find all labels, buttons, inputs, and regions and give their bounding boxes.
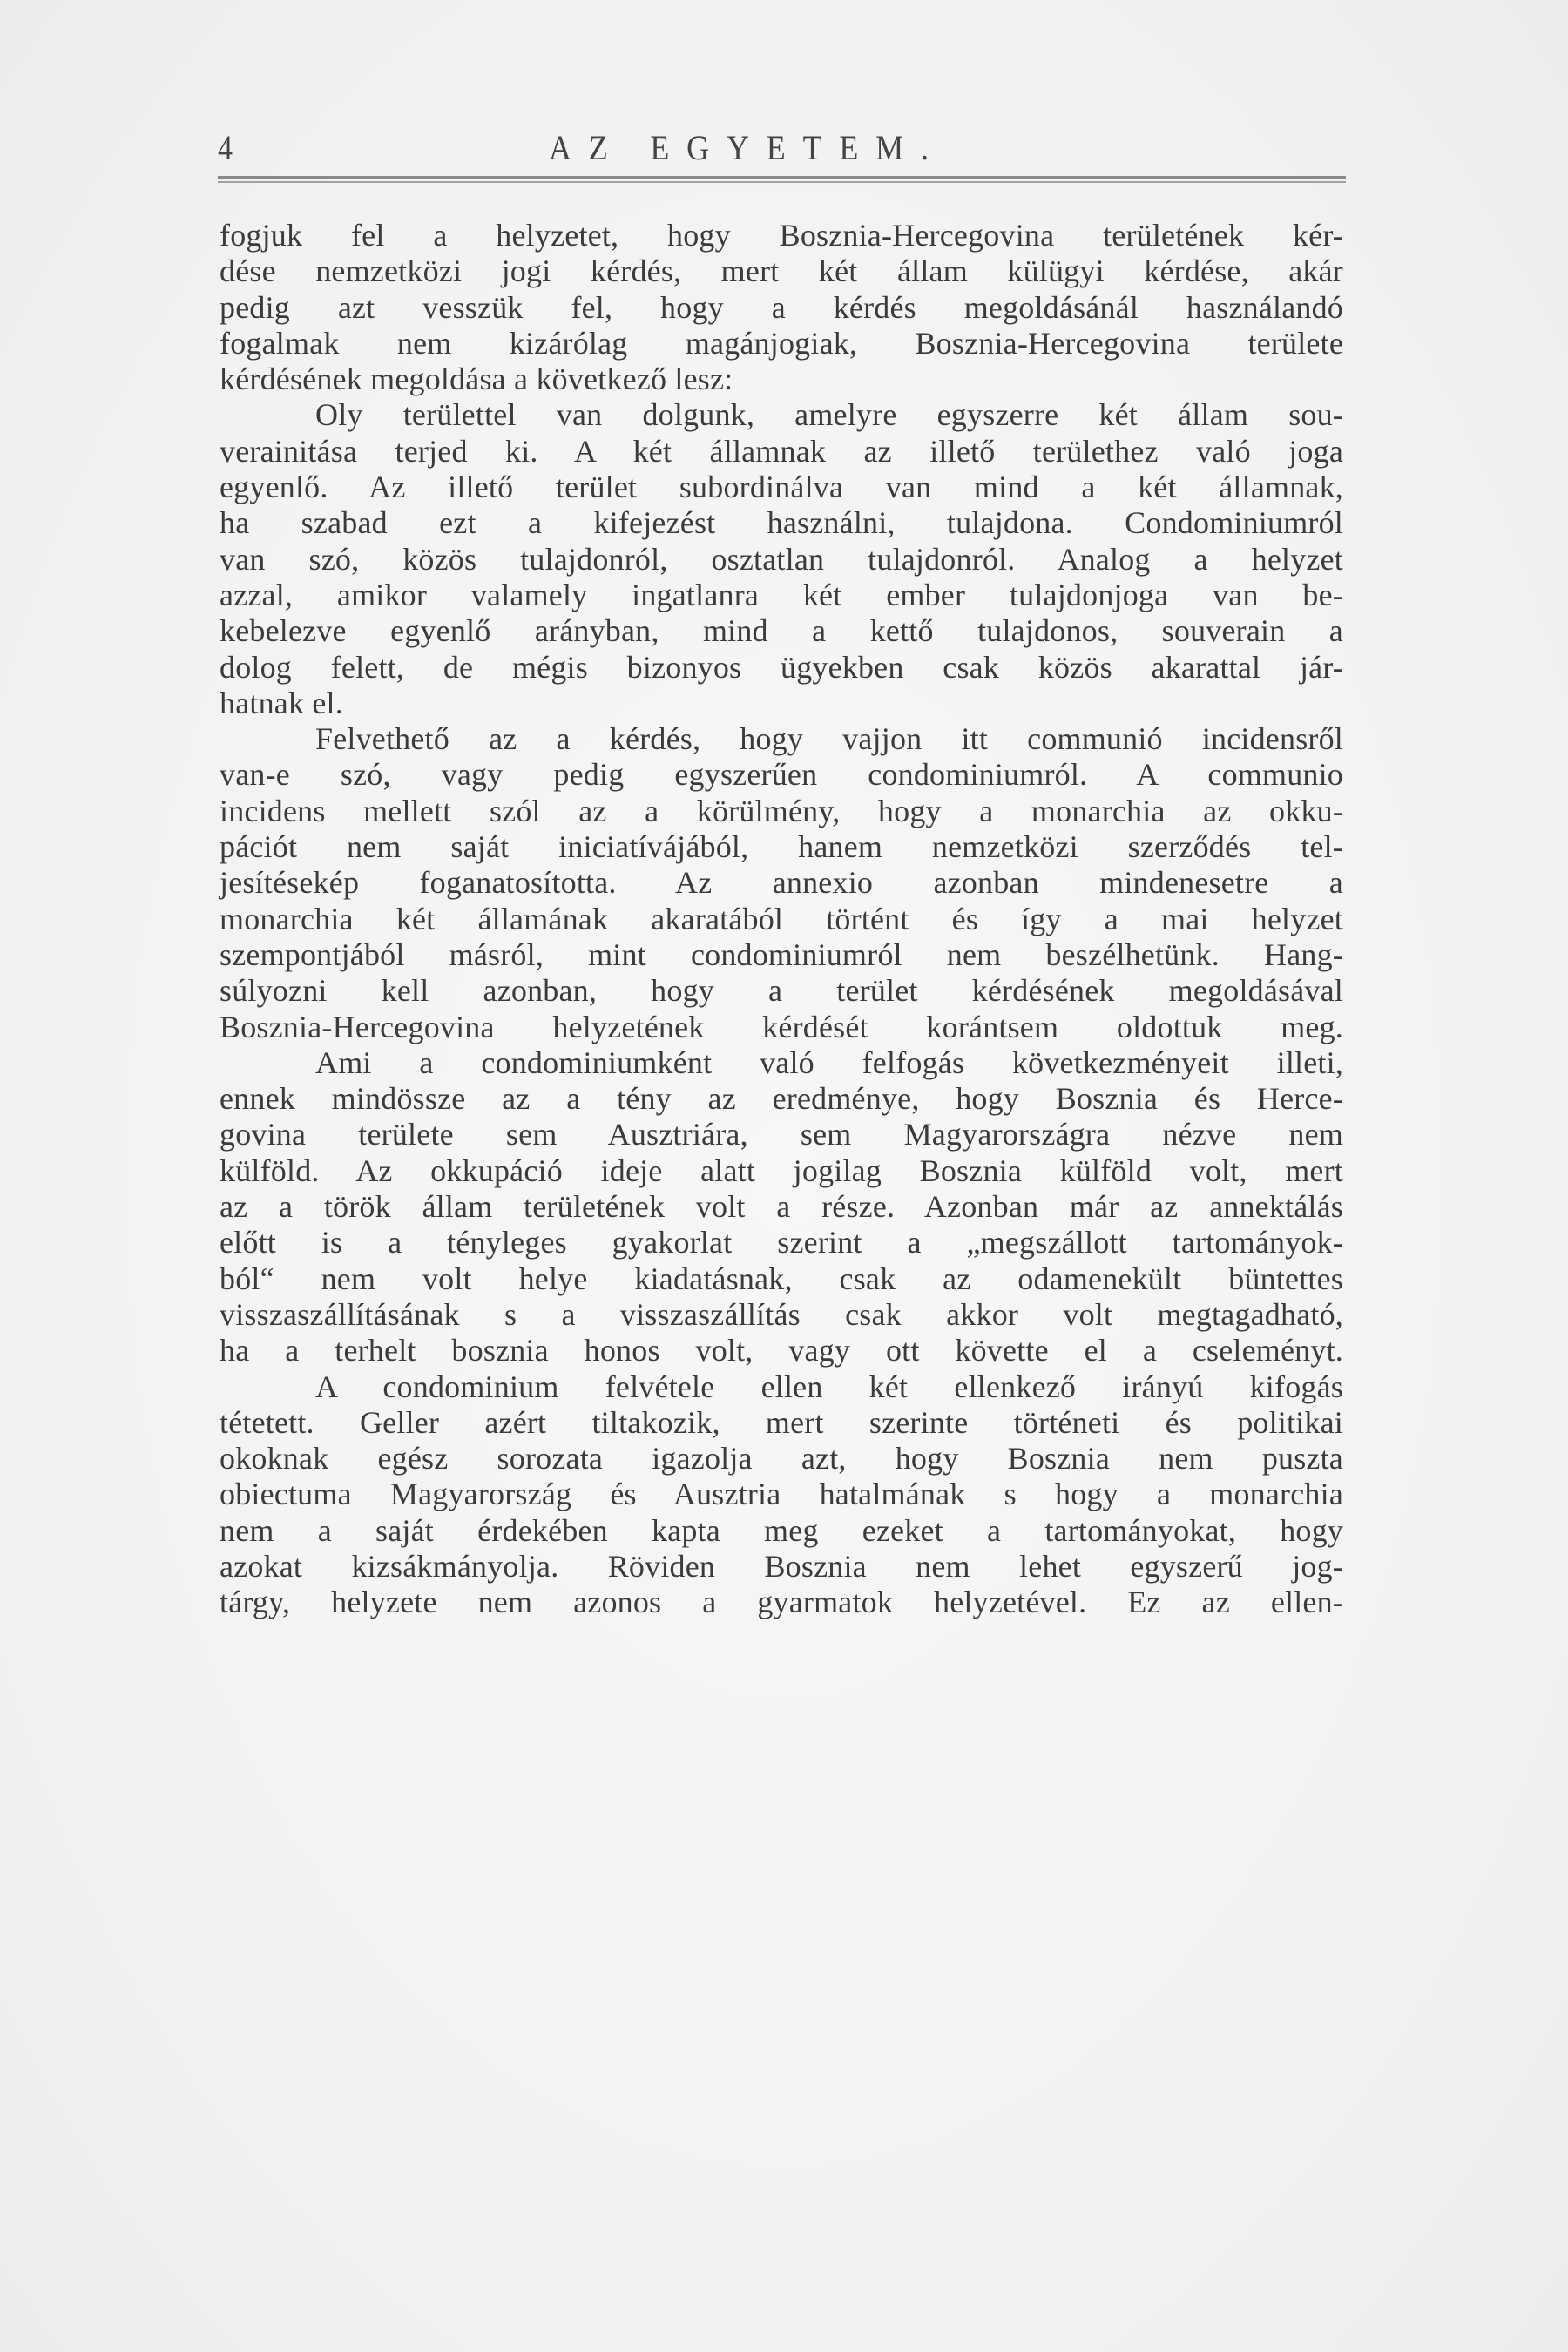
text-line: tárgy, helyzete nem azonos a gyarmatok helyzetével. Ez az ellen- xyxy=(220,1585,1343,1620)
text-line: hatnak el. xyxy=(220,685,343,720)
text-line: fogalmak nem kizárólag magánjogiak, Bosznia-Hercegovina területe xyxy=(220,325,1343,361)
text-line: súlyozni kell azonban, hogy a terület kérdésének megoldásával xyxy=(220,973,1343,1009)
text-line: ból“ nem volt helye kiadatásnak, csak az odamenekült büntettes xyxy=(220,1260,1343,1296)
running-title: AZ EGYETEM. xyxy=(549,128,946,167)
text-line: visszaszállításának s a visszaszállítás csak akkor volt megtagadható, xyxy=(220,1296,1343,1332)
text-line: előtt is a tényleges gyakorlat szerint a „megszállott tartományok- xyxy=(220,1225,1343,1260)
text-line: kebelezve egyenlő arányban, mind a kettő tulajdonos, souverain a xyxy=(220,613,1343,649)
text-line: Bosznia-Hercegovina helyzetének kérdését korántsem oldottuk meg. xyxy=(220,1009,1343,1044)
text-line: fogjuk fel a helyzetet, hogy Bosznia-Hercegovina területének kér- xyxy=(220,218,1343,253)
text-line: azzal, amikor valamely ingatlanra két ember tulajdonjoga van be- xyxy=(220,577,1343,612)
text-line: incidens mellett szól az a körülmény, hogy a monarchia az okku- xyxy=(220,793,1343,828)
text-line: okoknak egész sorozata igazolja azt, hogy Bosznia nem puszta xyxy=(220,1441,1343,1477)
text-line: pációt nem saját iniciatívájából, hanem nemzetközi szerződés tel- xyxy=(220,829,1343,865)
text-line: egyenlő. Az illető terület subordinálva van mind a két államnak, xyxy=(220,470,1343,505)
text-line: ha szabad ezt a kifejezést használni, tulajdona. Condominiumról xyxy=(220,505,1343,541)
text-line: van-e szó, vagy pedig egyszerűen condominiumról. A communio xyxy=(220,757,1343,793)
text-line: obiectuma Magyarország és Ausztria hatalmának s hogy a monarchia xyxy=(220,1477,1343,1512)
header-rule-top xyxy=(218,176,1346,179)
text-line: verainitása terjed ki. A két államnak az illető területhez való joga xyxy=(220,433,1343,469)
text-line: kérdésének megoldása a következő lesz: xyxy=(220,362,733,397)
body-text xyxy=(220,218,1343,1621)
text-line: van szó, közös tulajdonról, osztatlan tulajdonról. Analog a helyzet xyxy=(220,541,1343,577)
text-line: az a török állam területének volt a része. Azonban már az annektálás xyxy=(220,1189,1343,1225)
text-line: szempontjából másról, mint condominiumról nem beszélhetünk. Hang- xyxy=(220,936,1343,972)
text-line: azokat kizsákmányolja. Röviden Bosznia nem lehet egyszerű jog- xyxy=(220,1548,1343,1584)
paragraph-first-line: Oly területtel van dolgunk, amelyre egyszerre két állam sou- xyxy=(315,397,1343,433)
header-rule-bottom xyxy=(218,181,1346,183)
text-line: pedig azt vesszük fel, hogy a kérdés megoldásánál használandó xyxy=(220,289,1343,325)
text-line: monarchia két államának akaratából történt és így a mai helyzet xyxy=(220,901,1343,936)
paragraph-first-line: A condominium felvétele ellen két ellenkező irányú kifogás xyxy=(315,1369,1343,1404)
paragraph-first-line: Ami a condominiumként való felfogás következményeit illeti, xyxy=(315,1044,1343,1080)
paragraph-first-line: Felvethető az a kérdés, hogy vajjon itt communió incidensről xyxy=(315,721,1343,757)
page-header xyxy=(218,122,1346,174)
text-line: ennek mindössze az a tény az eredménye, hogy Bosznia és Herce- xyxy=(220,1081,1343,1117)
text-line: govina területe sem Ausztriára, sem Magyarországra nézve nem xyxy=(220,1117,1343,1152)
text-line: nem a saját érdekében kapta meg ezeket a tartományokat, hogy xyxy=(220,1512,1343,1548)
text-line: ha a terhelt bosznia honos volt, vagy ott követte el a cseleményt. xyxy=(220,1333,1343,1369)
page-number: 4 xyxy=(218,128,233,167)
text-line: jesítésekép foganatosította. Az annexio azonban mindenesetre a xyxy=(220,865,1343,901)
text-line: tétetett. Geller azért tiltakozik, mert szerinte történeti és politikai xyxy=(220,1404,1343,1440)
text-line: dolog felett, de mégis bizonyos ügyekben csak közös akarattal jár- xyxy=(220,649,1343,685)
text-line: külföld. Az okkupáció ideje alatt jogilag Bosznia külföld volt, mert xyxy=(220,1152,1343,1188)
text-line: dése nemzetközi jogi kérdés, mert két állam külügyi kérdése, akár xyxy=(220,253,1343,289)
